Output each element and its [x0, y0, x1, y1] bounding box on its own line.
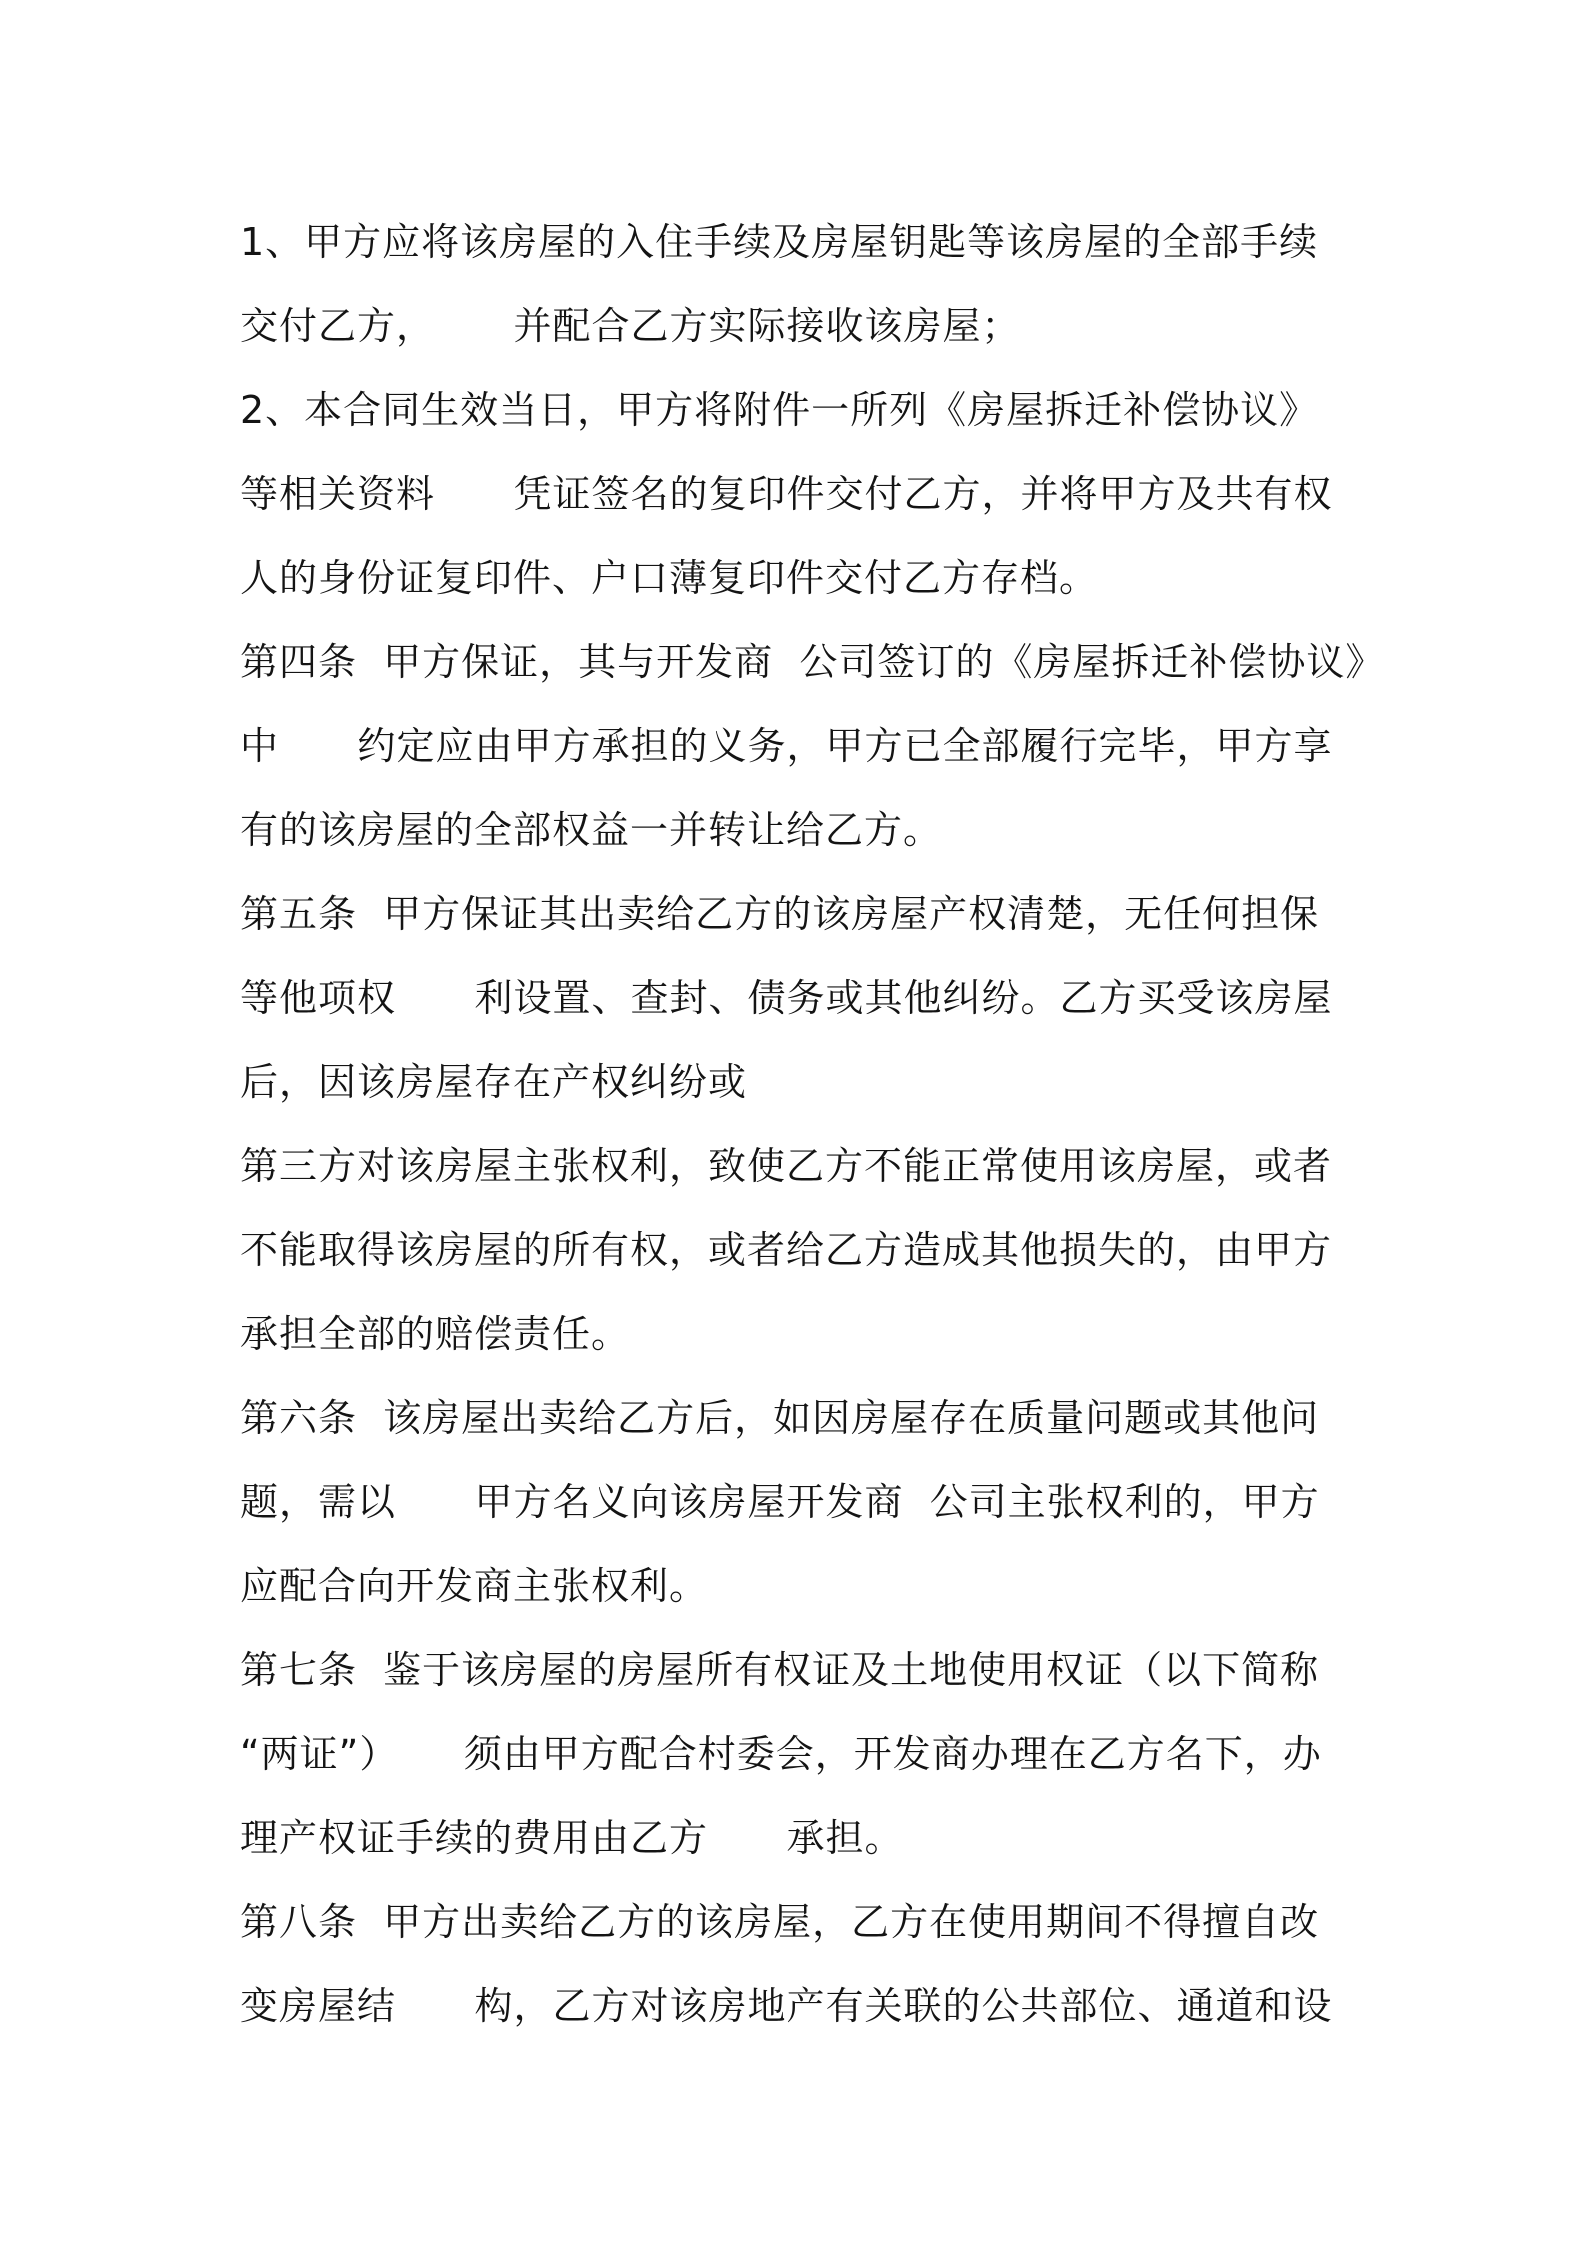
text-line: 人的身份证复印件、户口薄复印件交付乙方存档。: [240, 556, 1099, 600]
text-line: 后，因该房屋存在产权纠纷或: [240, 1060, 748, 1104]
text-line: 中 约定应由甲方承担的义务，甲方已全部履行完毕，甲方享: [240, 724, 1333, 768]
contract-body: [240, 200, 1385, 2048]
text-line: 等相关资料 凭证签名的复印件交付乙方，并将甲方及共有权: [240, 472, 1333, 516]
text-line: 第四条 甲方保证，其与开发商 公司签订的《房屋拆迁补偿协议》: [240, 640, 1385, 684]
text-line: 第六条 该房屋出卖给乙方后，如因房屋存在质量问题或其他问: [240, 1396, 1320, 1440]
text-line: 第五条 甲方保证其出卖给乙方的该房屋产权清楚，无任何担保: [240, 892, 1320, 936]
text-line: 第八条 甲方出卖给乙方的该房屋，乙方在使用期间不得擅自改: [240, 1900, 1320, 1944]
text-line: 交付乙方， 并配合乙方实际接收该房屋；: [240, 304, 1021, 348]
text-line: 理产权证手续的费用由乙方 承担。: [240, 1816, 904, 1860]
text-line: 题，需以 甲方名义向该房屋开发商 公司主张权利的，甲方: [240, 1480, 1320, 1524]
text-line: “两证”） 须由甲方配合村委会，开发商办理在乙方名下，办: [240, 1732, 1322, 1776]
text-line: 应配合向开发商主张权利。: [240, 1564, 709, 1608]
text-line: 2、本合同生效当日，甲方将附件一所列《房屋拆迁补偿协议》: [240, 388, 1319, 432]
text-line: 承担全部的赔偿责任。: [240, 1312, 631, 1356]
text-line: 不能取得该房屋的所有权，或者给乙方造成其他损失的，由甲方: [240, 1228, 1333, 1272]
text-line: 有的该房屋的全部权益一并转让给乙方。: [240, 808, 943, 852]
text-line: 1、甲方应将该房屋的入住手续及房屋钥匙等该房屋的全部手续: [240, 220, 1319, 264]
text-line: 第七条 鉴于该房屋的房屋所有权证及土地使用权证（以下简称: [240, 1648, 1320, 1692]
text-line: 等他项权 利设置、查封、债务或其他纠纷。乙方买受该房屋: [240, 976, 1333, 1020]
text-line: 变房屋结 构，乙方对该房地产有关联的公共部位、通道和设: [240, 1984, 1333, 2028]
text-line: 第三方对该房屋主张权利，致使乙方不能正常使用该房屋，或者: [240, 1144, 1333, 1188]
